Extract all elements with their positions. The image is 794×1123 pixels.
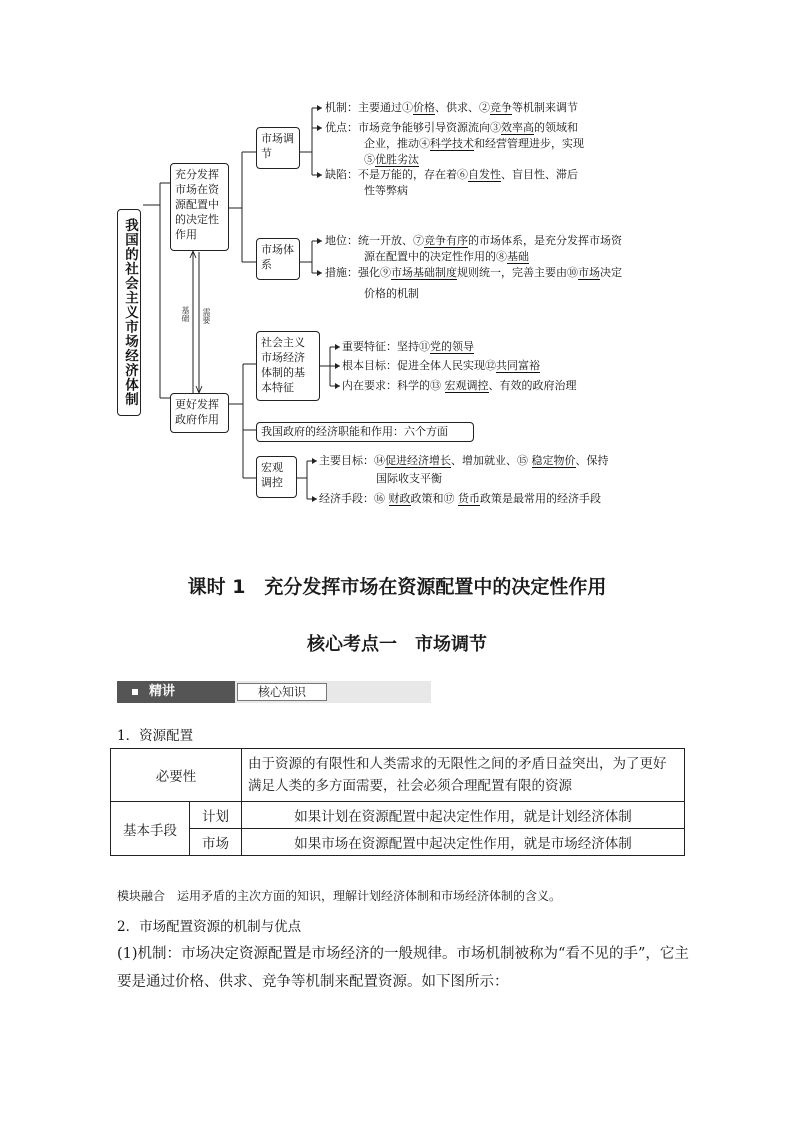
lesson-title: 课时 1 充分发挥市场在资源配置中的决定性作用 xyxy=(187,576,607,598)
gov-functions-node: 我国政府的经济职能和作用：六个方面 xyxy=(256,422,474,442)
square-bullet-icon xyxy=(132,689,138,695)
table-row xyxy=(111,749,685,802)
banner-label: 精讲 xyxy=(117,681,235,703)
leaf-status: 地位：统一开放、⑦竞争有序的市场体系，是充分发挥市场资 源在配置中的决定性作用的⑧基础 xyxy=(325,234,622,263)
leaf-goal: 根本目标：促进全体人民实现⑫共同富裕 xyxy=(342,359,540,372)
table-row xyxy=(111,829,685,856)
point-title: 核心考点一 市场调节 xyxy=(307,634,487,655)
leaf-defect: 缺陷：不是万能的，存在着⑥自发性、盲目性、滞后 性等弊病 xyxy=(325,168,578,197)
link-label-basis: 基础 xyxy=(181,306,190,322)
branch-government-node: 更好发挥政府作用 xyxy=(170,393,229,433)
leaf-feature: 重要特征：坚持⑪党的领导 xyxy=(342,340,474,353)
module-note xyxy=(117,887,561,904)
leaf-econ-means: 经济手段：⑯ 财政政策和⑰ 货币政策是最常用的经济手段 xyxy=(319,492,601,505)
table-cell: 如果市场在资源配置中起决定性作用，就是市场经济体制 xyxy=(242,829,685,856)
market-regulation-node: 市场调节 xyxy=(256,127,300,169)
table-cell: 基本手段 xyxy=(111,802,190,856)
root-node: 我国的社会主义市场经济体制 xyxy=(117,209,141,416)
leaf-mechanism: 机制：主要通过①价格、供求、②竞争等机制来调节 xyxy=(325,101,578,114)
market-system-node: 市场体系 xyxy=(256,238,300,280)
leaf-main-targets: 主要目标：⑭促进经济增长、增加就业、⑮ 稳定物价、保持 国际收支平衡 xyxy=(319,454,609,485)
section-heading-1: 1．资源配置 xyxy=(117,728,194,744)
leaf-measures: 措施：强化⑨市场基础制度规则统一，完善主要由⑩市场决定 价格的机制 xyxy=(325,266,622,300)
note-text: 运用矛盾的主次方面的知识，理解计划经济体制和市场经济体制的含义。 xyxy=(177,889,562,903)
banner-tag: 核心知识 xyxy=(237,683,327,701)
leaf-advantage: 优点：市场竞争能够引导资源流向③效率高的领域和 企业，推动④科学技术和经营管理进步，实现 ⑤优胜劣汰 xyxy=(325,121,584,166)
table-cell: 市场 xyxy=(190,829,242,856)
link-label-need: 需要 xyxy=(202,308,211,324)
note-label: 模块融合 xyxy=(117,889,166,903)
mechanism-paragraph: (1)机制：市场决定资源配置是市场经济的一般规律。市场机制被称为“看不见的手”，它主要是通过价格、供求、竞争等机制来配置资源。如下图所示： xyxy=(117,946,689,990)
branch-market-node: 充分发挥市场在资源配置中的决定性作用 xyxy=(170,163,229,251)
macro-control-node: 宏观调控 xyxy=(256,456,297,498)
mind-map xyxy=(0,0,794,520)
section-banner xyxy=(117,681,431,703)
resource-allocation-table xyxy=(110,748,685,856)
basic-features-node: 社会主义市场经济体制的基本特征 xyxy=(256,331,320,401)
table-cell: 由于资源的有限性和人类需求的无限性之间的矛盾日益突出，为了更好满足人类的多方面需要，社会必须合理配置有限的资源 xyxy=(242,749,685,802)
leaf-requirement: 内在要求：科学的⑬ 宏观调控、有效的政府治理 xyxy=(342,379,577,392)
table-cell: 必要性 xyxy=(111,749,242,802)
section-heading-2: 2．市场配置资源的机制与优点 xyxy=(117,919,302,935)
table-cell: 计划 xyxy=(190,802,242,829)
table-cell: 如果计划在资源配置中起决定性作用，就是计划经济体制 xyxy=(242,802,685,829)
table-row xyxy=(111,802,685,829)
